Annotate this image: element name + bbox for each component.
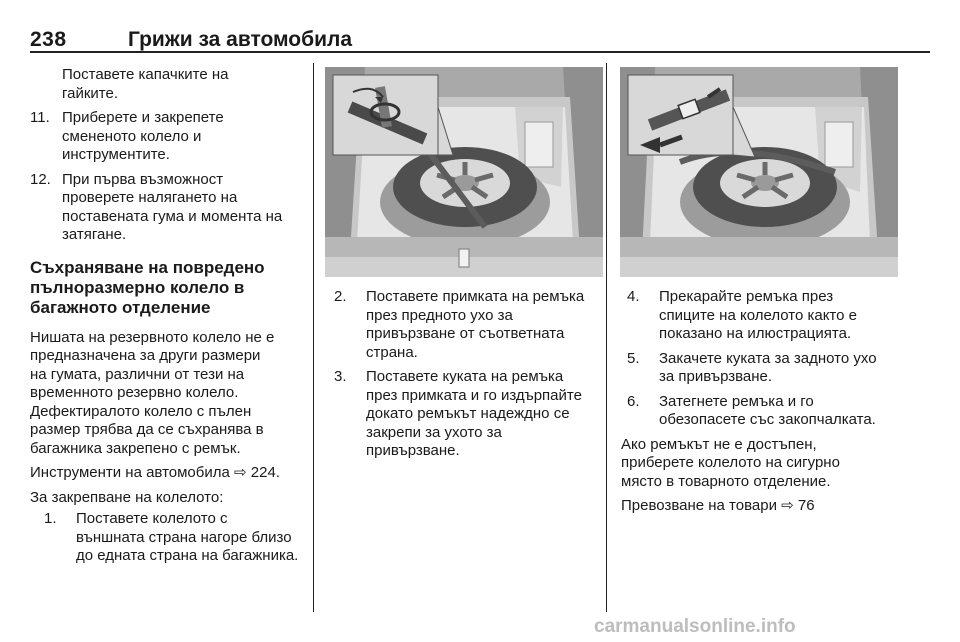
watermark: carmanualsonline.info xyxy=(594,616,796,637)
column-1 xyxy=(30,66,302,566)
cross-reference-cargo[interactable]: Превозване на товари ⇨ 76 xyxy=(621,497,815,514)
arrow-icon: ⇨ xyxy=(234,464,247,481)
column-2 xyxy=(334,288,596,461)
arrow-icon: ⇨ xyxy=(781,497,794,514)
step-2: 2. Поставете примката на ремъка през предното ухо за привързване от съответната страна. xyxy=(334,288,585,361)
step-3: 3. Поставете куката на ремъка през примката и го издърпайте докато ремъкът надеждно се закрепи за ухото за привързване. xyxy=(334,368,582,459)
column-divider-1 xyxy=(313,63,314,612)
illustration-strap-hook xyxy=(620,67,898,277)
step-6: 6. Затегнете ремъка и го обезопасете със закопчалката. xyxy=(627,392,876,428)
header-rule xyxy=(30,51,930,53)
list-item-12: 12. При първа възможност проверете налягането на поставената гума и момента на затягане. xyxy=(30,170,283,243)
section-paragraph: Нишата на резервното колело не е предназначена за други размери на гумата, различни от тези на временното резервно колело. Дефектиралото колело с пълен размер трябва да се съхранява в багажника закрепено с ремък. xyxy=(30,328,275,457)
illustration-strap-loop xyxy=(325,67,603,277)
step-4: 4. Прекарайте ремъка през спиците на колелото както е показано на илюстрацията. xyxy=(627,288,857,342)
cross-reference[interactable]: Инструменти на автомобила ⇨ 224. xyxy=(30,464,280,481)
list-item-11: 11. Приберете и закрепете смененото колело и инструментите. xyxy=(30,109,224,163)
page-header xyxy=(30,28,930,50)
step-5: 5. Закачете куката за задното ухо за привързване. xyxy=(627,349,877,385)
column-3 xyxy=(621,288,899,516)
note-paragraph: Ако ремъкът не е достъпен, приберете колелото на сигурно място в товарното отделение. xyxy=(621,435,840,490)
continued-item: Поставете капачките на гайките. xyxy=(62,66,229,102)
section-heading: Съхраняване на повредено пълноразмерно колело в багажното отделение xyxy=(30,257,265,317)
steps-intro: За закрепване на колелото: xyxy=(30,488,224,506)
page-number: 238 xyxy=(30,28,67,51)
step-1: 1. Поставете колелото с външната страна нагоре близо до едната страна на багажника. xyxy=(44,510,299,564)
column-divider-2 xyxy=(606,63,607,612)
page-title: Грижи за автомобила xyxy=(128,28,353,51)
